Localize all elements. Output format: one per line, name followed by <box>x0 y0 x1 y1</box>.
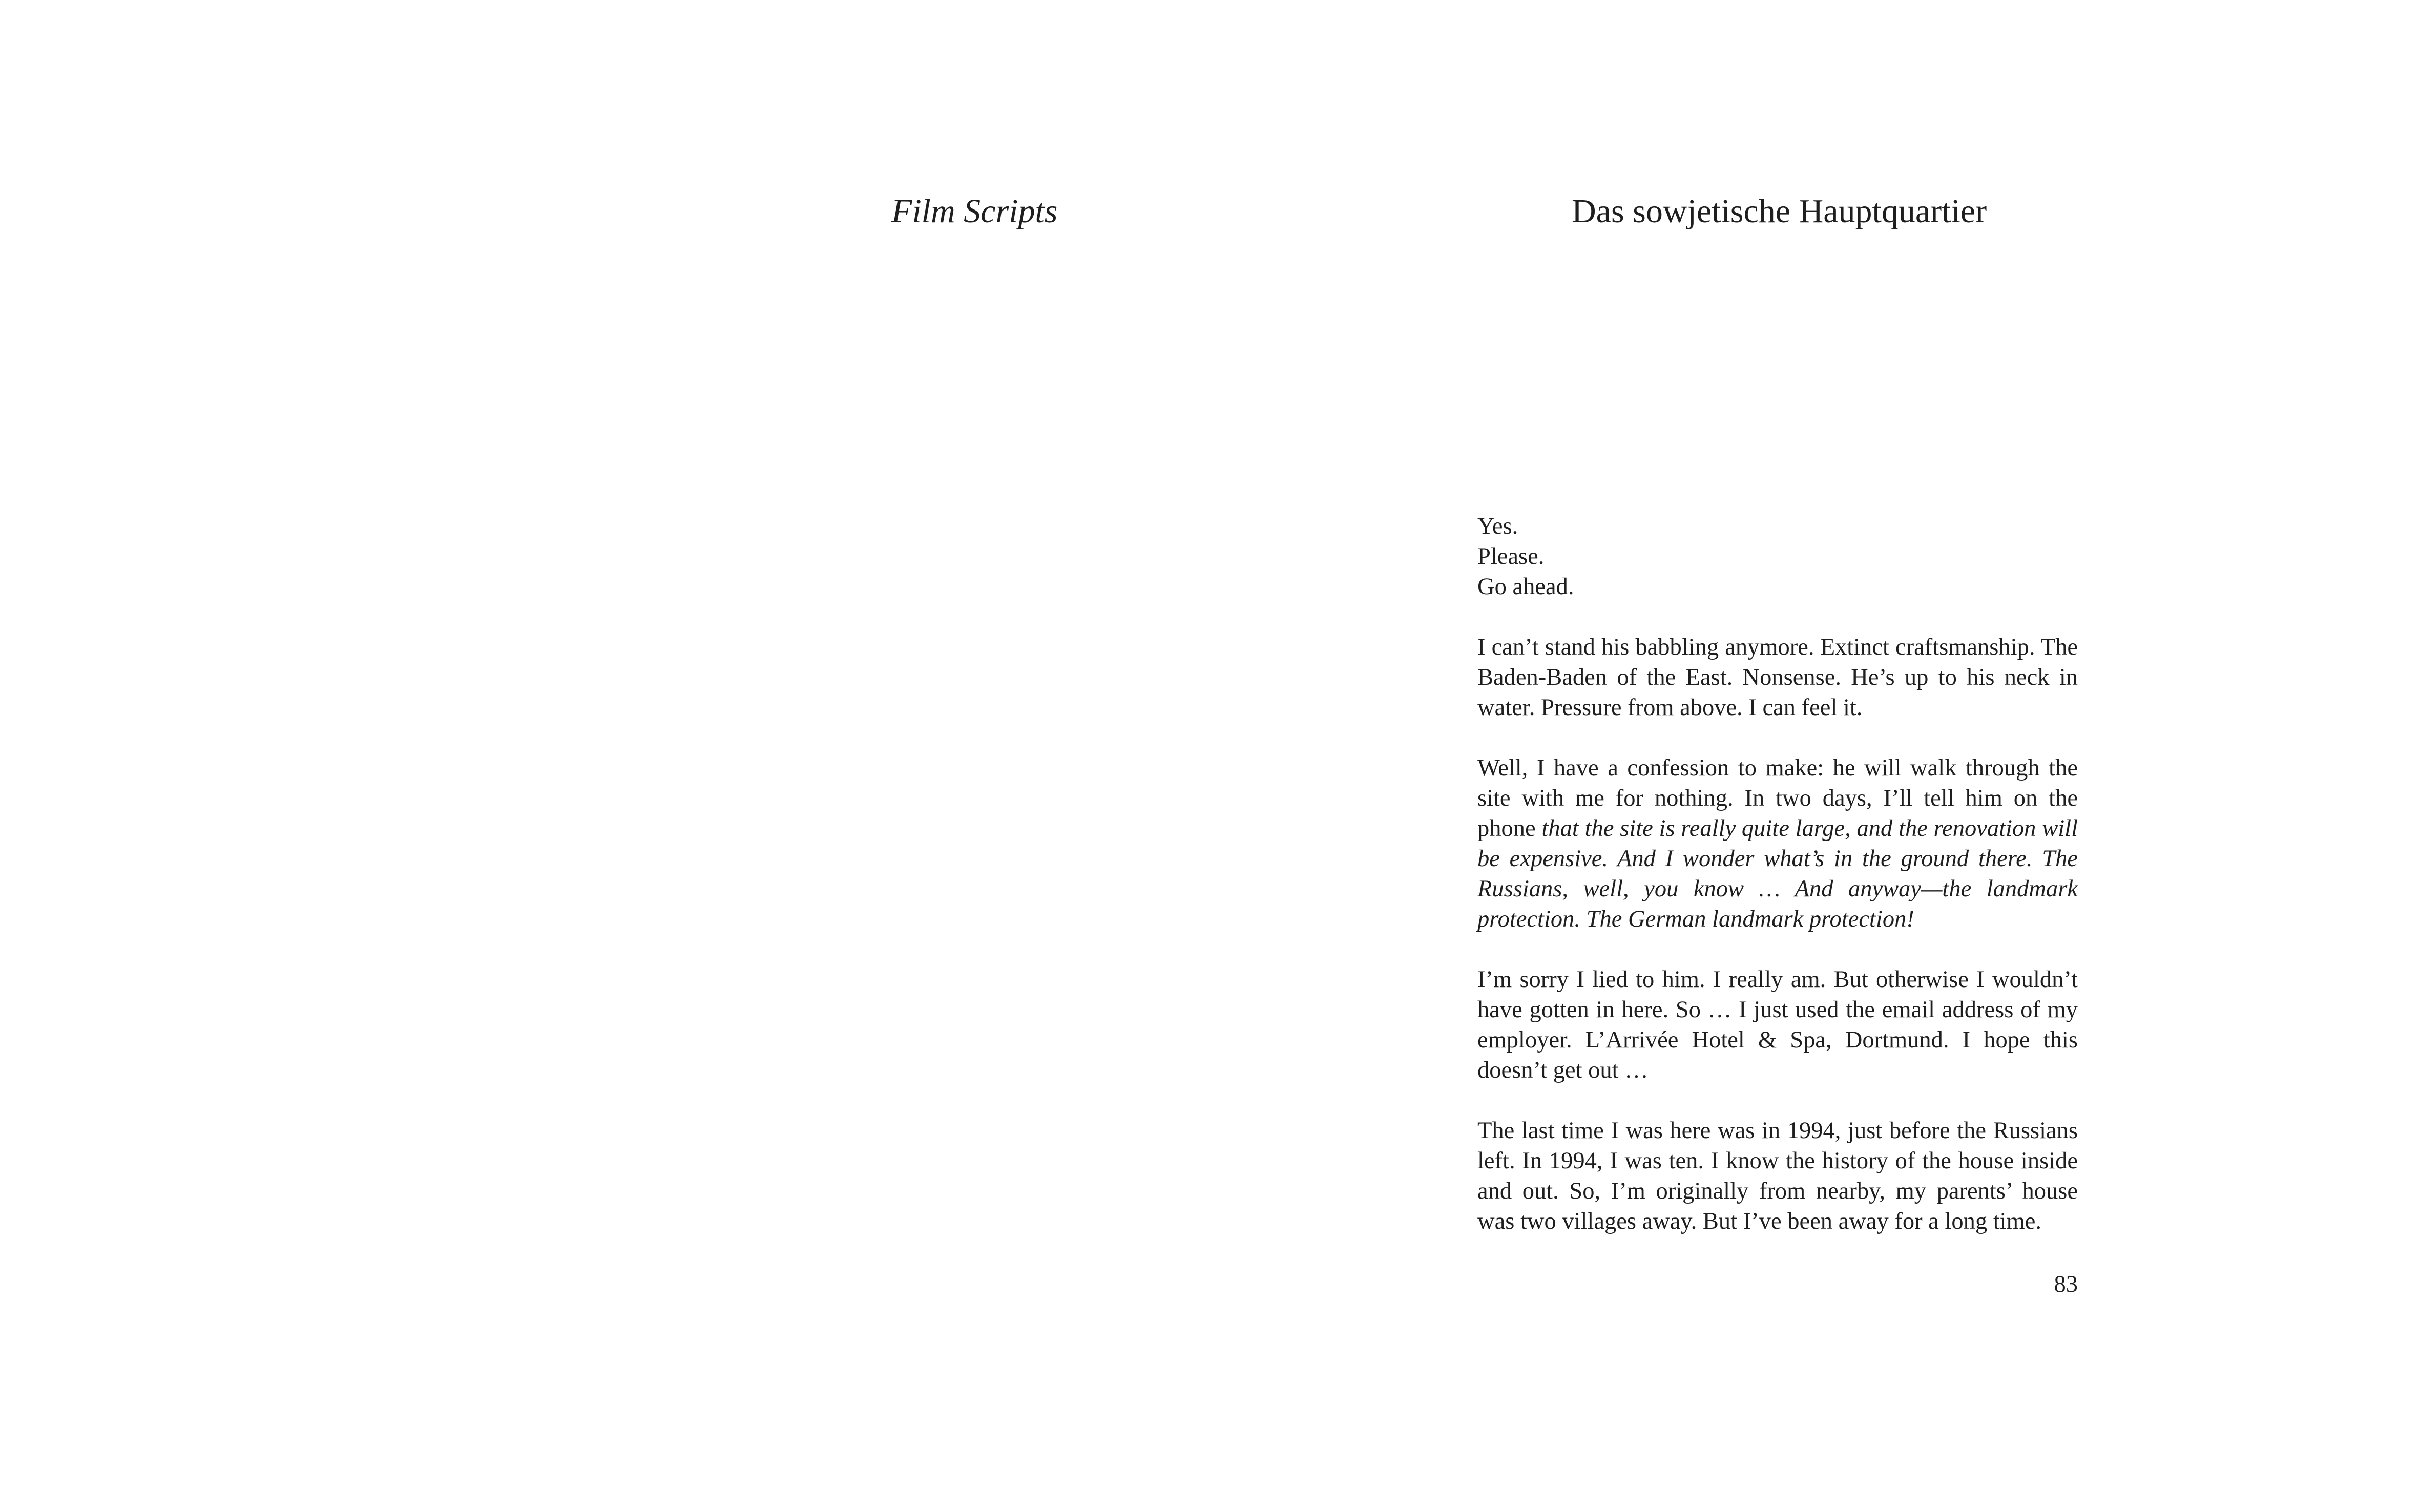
paragraph-3: I’m sorry I lied to him. I really am. But otherwise I wouldn’t have gotten in here. So … I just used the email address of my employer. L’Arrivée Hotel & Spa, Dortmund. I hope this doesn’t get out … <box>1477 967 2078 1083</box>
line-yes: Yes. <box>1477 513 1518 539</box>
body-text <box>1477 511 2078 1236</box>
paragraph-4: The last time I was here was in 1994, just before the Russians left. In 1994, I was ten. I know the history of the house inside and out. So, I’m originally from nearby, my parents’ house was two villages away. But I’ve been away for a long time. <box>1477 1118 2078 1234</box>
page-number: 83 <box>2054 1271 2078 1297</box>
paragraph-2-roman: Well, I have a confession to make: he will walk through the site with me for nothing. In two days, I’ll tell him on the phone <box>1477 755 2078 842</box>
running-head-left: Film Scripts <box>891 193 1058 230</box>
line-please: Please. <box>1477 543 1545 570</box>
right-page <box>1210 0 2420 1512</box>
paragraph-2 <box>1477 753 2078 934</box>
paragraph-1: I can’t stand his babbling anymore. Extinct craftsmanship. The Baden-Baden of the East. Nonsense. He’s up to his neck in water. Pressure from above. I can feel it. <box>1477 634 2078 721</box>
running-head-right: Das sowjetische Hauptquartier <box>1572 193 1987 230</box>
paragraph-2-italic: that the site is really quite large, and the renovation will be expensive. And I wonder what’s in the ground there. The Russians, well, you know … And anyway—the landmark protection. The German landmark protection! <box>1477 815 2078 932</box>
short-lines <box>1477 511 2078 602</box>
line-go-ahead: Go ahead. <box>1477 574 1574 600</box>
